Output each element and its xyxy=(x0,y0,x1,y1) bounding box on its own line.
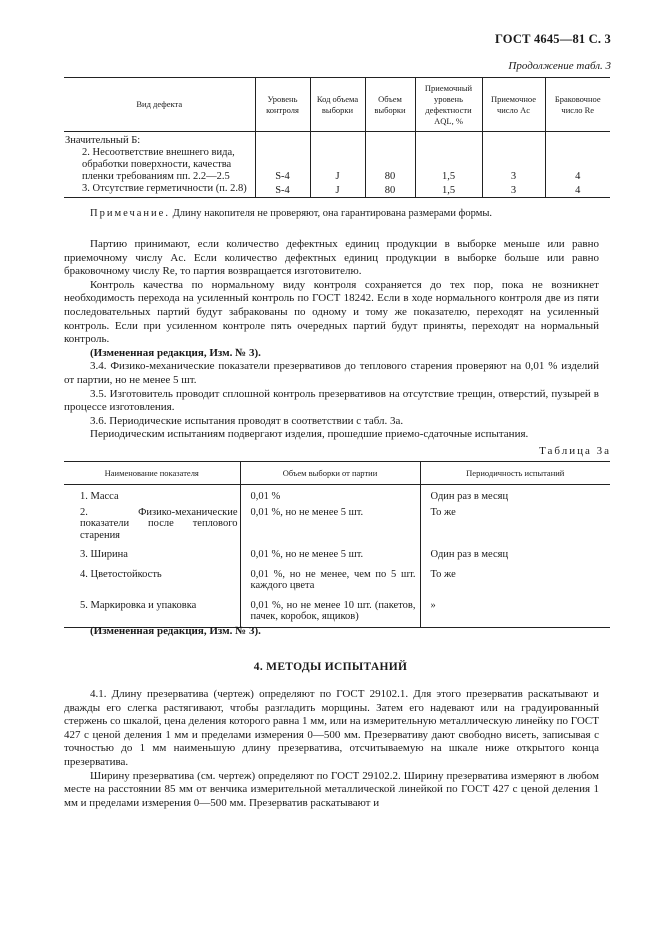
name-cell: 2. Физико-механические показатели после теплового старения xyxy=(80,506,238,541)
period-cell: То же xyxy=(420,561,610,592)
col-defect-type: Вид дефекта xyxy=(136,99,183,109)
table-row xyxy=(64,541,610,561)
table-row xyxy=(64,592,610,628)
table-row xyxy=(64,561,610,592)
period-cell: То же xyxy=(420,503,610,542)
aql-cell: 1,5 xyxy=(415,147,482,183)
text-block-methods xyxy=(64,688,599,810)
re-cell: 4 xyxy=(545,183,610,198)
col-indicator-name: Наименование показателя xyxy=(104,468,199,478)
paragraph: Периодическим испытаниям подвергают изделия, прошедшие приемо-сдаточные испытания. xyxy=(90,428,529,441)
volume-cell: 0,01 % xyxy=(240,485,420,503)
name-cell: 3. Ширина xyxy=(80,549,128,560)
period-cell: Один раз в месяц xyxy=(420,485,610,503)
table-row xyxy=(64,503,610,542)
volume-cell: 0,01 %, но не менее 10 шт. (пакетов, пачек, коробок, ящиков) xyxy=(240,592,420,628)
text-block-acceptance xyxy=(64,238,599,442)
paragraph: Партию принимают, если количество дефектных единиц продукции в выборке меньше или равно приемочному числу Ac. Если количество дефектных единиц продукции в выборке больше или равно браковочному числу Re, то партия возвращается изготовителю. xyxy=(64,238,599,278)
note-label: Примечание. xyxy=(90,208,170,219)
level-cell: S-4 xyxy=(255,147,310,183)
volume-cell: 80 xyxy=(365,183,415,198)
table-3a xyxy=(64,461,610,628)
paragraph: Ширину презерватива (см. чертеж) определяют по ГОСТ 29102.2. Ширину презерватива измеряют в любом месте на расстоянии 85 мм от венчика измерительной металлической линейкой по ГОСТ 427 с ценой деления 1 мм и пределами измерения 0—500 мм. Презерватив раскатывают и xyxy=(64,769,599,809)
code-cell: J xyxy=(310,183,365,198)
col-ac: Приемочное число Ac xyxy=(482,78,545,132)
group-label: Значительный Б: xyxy=(65,135,141,146)
volume-cell: 0,01 %, но не менее 5 шт. xyxy=(240,541,420,561)
col-batch-sample: Объем выборки от партии xyxy=(240,462,420,485)
volume-cell: 0,01 %, но не менее 5 шт. xyxy=(240,503,420,542)
table-note xyxy=(90,208,492,219)
paragraph: 3.5. Изготовитель проводит сплошной контроль презервативов на отсутствие трещин, отверстий, пузырей в процессе изготовления. xyxy=(64,387,599,414)
col-control-level: Уровень контроля xyxy=(255,78,310,132)
code-cell: J xyxy=(310,147,365,183)
table-row xyxy=(64,183,610,198)
paragraph: 4.1. Длину презерватива (чертеж) определяют по ГОСТ 29102.1. Для этого презерватив раскатывают и дважды его слегка растягивают, чтобы разгладить морщины. Затем его надевают или на градуированный стержень со шкалой, цена деления которого равна 1 мм, или на измерительную металлическую линейку по ГОСТ 427 с ценой деления 1 мм и пределами измерения 0—500 мм. Презервативу дают свободно висеть, записывая с точностью до 1 мм наименьшую длину презерватива, отсчитываемую на шкале ниже открытого конца презерватива. xyxy=(64,688,599,768)
col-test-frequency: Периодичность испытаний xyxy=(420,462,610,485)
amendment-note: (Измененная редакция, Изм. № 3). xyxy=(90,346,261,359)
table-continuation-label: Продолжение табл. 3 xyxy=(508,60,611,72)
re-cell: 4 xyxy=(545,147,610,183)
table-3 xyxy=(64,77,610,198)
table-row xyxy=(64,485,610,503)
col-re: Браковочное число Re xyxy=(545,78,610,132)
defect-cell: 2. Несоответствие внешнего вида, обработки поверхности, качества пленки требованиям пп. 2.2—2.5 xyxy=(82,147,235,182)
defect-cell: 3. Отсутствие герметичности (п. 2.8) xyxy=(82,183,247,194)
level-cell: S-4 xyxy=(255,183,310,198)
name-cell: 4. Цветостойкость xyxy=(80,568,162,580)
volume-cell: 80 xyxy=(365,147,415,183)
amendment-note-2: (Измененная редакция, Изм. № 3). xyxy=(90,625,261,637)
name-cell: 1. Масса xyxy=(80,491,119,502)
col-sample-code: Код объема выборки xyxy=(310,78,365,132)
table-row xyxy=(64,147,610,183)
col-aql: Приемочный уровень дефектности AQL, % xyxy=(415,78,482,132)
paragraph: Контроль качества по нормальному виду контроля сохраняется до тех пор, пока не возникнет необходимость перехода на усиленный контроль по ГОСТ 18242. Если в ходе нормального контроля две из пяти последовательных партий будут забракованы по одному и тому же показателю, переходят на усиленный контроль. Если при усиленном контроле пять очередных партий будут приняты, переходят на нормальный контроль. xyxy=(64,278,599,346)
section-title: 4. МЕТОДЫ ИСПЫТАНИЙ xyxy=(253,661,408,673)
period-cell: » xyxy=(420,592,610,628)
period-cell: Один раз в месяц xyxy=(420,541,610,561)
volume-cell: 0,01 %, но не менее, чем по 5 шт. каждого цвета xyxy=(240,561,420,592)
aql-cell: 1,5 xyxy=(415,183,482,198)
name-cell: 5. Маркировка и упаковка xyxy=(80,599,197,611)
paragraph: 3.6. Периодические испытания проводят в соответствии с табл. 3а. xyxy=(90,414,404,427)
table-3a-caption: Таблица 3а xyxy=(539,445,611,457)
col-sample-volume: Объем выборки xyxy=(365,78,415,132)
ac-cell: 3 xyxy=(482,183,545,198)
note-text: Длину накопителя не проверяют, она гарантирована размерами формы. xyxy=(169,208,493,219)
paragraph: 3.4. Физико-механические показатели презервативов до теплового старения проверяют на 0,01 % изделий от партии, но не менее 5 шт. xyxy=(64,360,599,386)
page-header: ГОСТ 4645—81 С. 3 xyxy=(494,32,611,46)
ac-cell: 3 xyxy=(482,147,545,183)
table-group-row xyxy=(64,132,610,148)
